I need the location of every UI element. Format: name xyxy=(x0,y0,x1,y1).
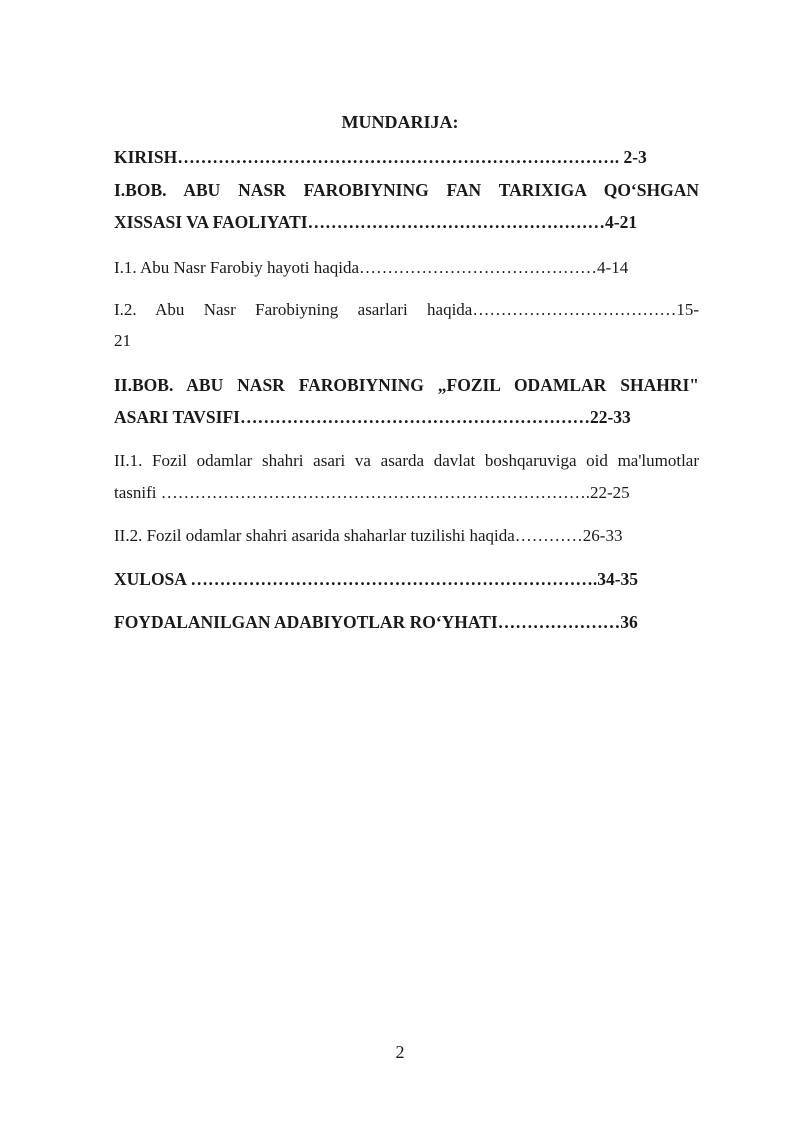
toc-entry-xulosa: XULOSA …………………………………………………………….34-35 xyxy=(114,569,639,589)
toc-heading: MUNDARIJA: xyxy=(341,112,459,132)
toc-entry-chapter1-title: I.BOB. ABU NASR FAROBIYNING FAN TARIXIGA QO‘SHGAN xyxy=(114,180,699,200)
toc-entry-chapter2-title: II.BOB. ABU NASR FAROBIYNING „FOZIL ODAMLAR SHAHRI" xyxy=(114,375,699,395)
toc-entry-section-2-1: II.1. Fozil odamlar shahri asari va asarda davlat boshqaruviga oid ma'lumotlar xyxy=(114,451,699,470)
toc-entry-section-1-2: I.2. Abu Nasr Farobiyning asarlari haqida………………………………15- xyxy=(114,300,699,319)
toc-entry-section-2-1-cont: tasnifi ………………………………………………………………….22-25 xyxy=(114,483,630,502)
toc-entry-section-1-1: I.1. Abu Nasr Farobiy hayoti haqida……………………………………4-14 xyxy=(114,258,629,277)
toc-entry-kirish: KIRISH…………………………………………………………………. 2-3 xyxy=(114,147,647,167)
toc-entry-section-2-2: II.2. Fozil odamlar shahri asarida shaharlar tuzilishi haqida…………26-33 xyxy=(114,526,623,545)
toc-entry-chapter2-title-cont: ASARI TAVSIFI……………………………………………………22-33 xyxy=(114,407,631,427)
toc-entry-section-1-2-cont: 21 xyxy=(114,331,131,350)
toc-entry-chapter1-title-cont: XISSASI VA FAOLIYATI……………………………………………4-21 xyxy=(114,212,638,232)
toc-entry-bibliography: FOYDALANILGAN ADABIYOTLAR RO‘YHATI…………………36 xyxy=(114,612,638,632)
page-number: 2 xyxy=(395,1042,405,1062)
